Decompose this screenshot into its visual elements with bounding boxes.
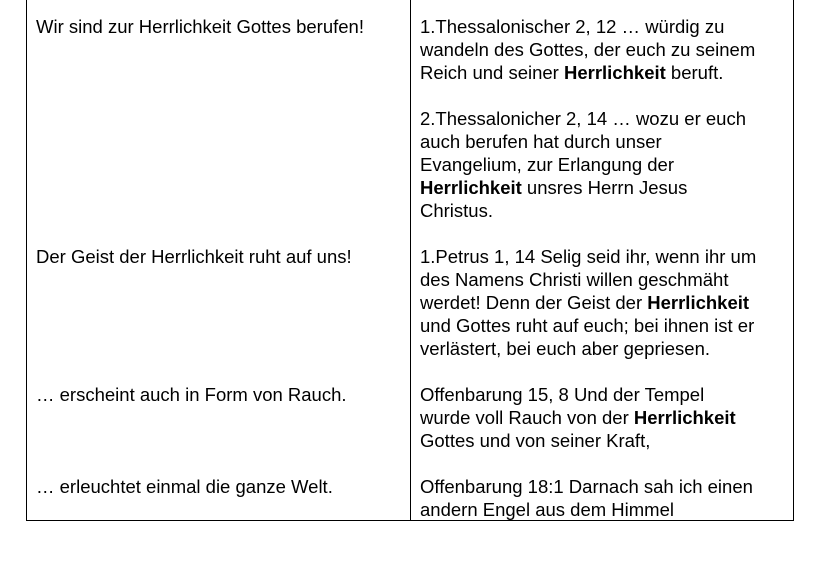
verse-line: Offenbarung 15, 8 Und der Tempel [420,384,705,405]
verse-line: Reich und seiner Herrlichkeit beruft. [420,62,724,83]
verse-line: Herrlichkeit unsres Herrn Jesus [420,177,688,198]
verse-line: und Gottes ruht auf euch; bei ihnen ist er [420,315,755,336]
verse-cell [420,107,792,222]
highlight-word: Herrlichkeit [647,292,750,313]
verse-line: verlästert, bei euch aber gepriesen. [420,338,711,359]
verse-table [26,0,794,521]
highlight-word: Herrlichkeit [420,177,522,198]
verse-line: Evangelium, zur Erlangung der [420,154,675,175]
verse-line: Christus. [420,200,493,221]
highlight-word: Herrlichkeit [633,407,736,428]
verse-line: 1.Petrus 1, 14 Selig seid ihr, wenn ihr um [420,246,757,267]
verse-cell [420,245,792,360]
verse-cell [420,475,792,521]
topic-text: … erscheint auch in Form von Rauch. [36,384,347,405]
topic-cell [36,15,396,38]
verse-line: Offenbarung 18:1 Darnach sah ich einen [420,476,753,497]
topic-cell [36,383,396,406]
topic-cell [36,245,396,268]
column-divider [410,0,411,520]
verse-line: des Namens Christi willen geschmäht [420,269,729,290]
verse-cell [420,383,792,452]
verse-line: Gottes und von seiner Kraft, [420,430,651,451]
highlight-word: Herrlichkeit [563,62,666,83]
verse-line: auch berufen hat durch unser [420,131,662,152]
verse-line: werdet! Denn der Geist der Herrlichkeit [420,292,750,313]
topic-text: Der Geist der Herrlichkeit ruht auf uns! [36,246,352,267]
verse-line: andern Engel aus dem Himmel [420,499,674,520]
topic-cell [36,475,396,498]
topic-text: Wir sind zur Herrlichkeit Gottes berufen! [36,16,364,37]
verse-line: wandeln des Gottes, der euch zu seinem [420,39,756,60]
verse-cell [420,15,792,84]
topic-text: … erleuchtet einmal die ganze Welt. [36,476,333,497]
verse-line: 1.Thessalonischer 2, 12 … würdig zu [420,16,725,37]
verse-line: wurde voll Rauch von der Herrlichkeit [420,407,736,428]
verse-line: 2.Thessalonicher 2, 14 … wozu er euch [420,108,746,129]
